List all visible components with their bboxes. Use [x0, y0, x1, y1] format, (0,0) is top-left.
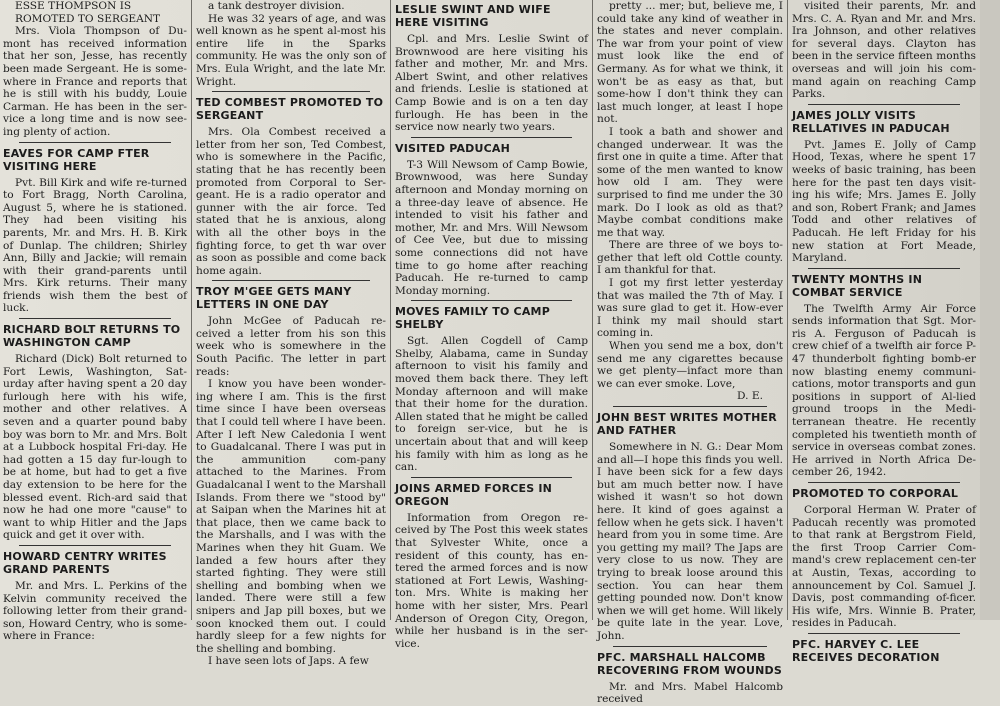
column-4: [594, 0, 786, 706]
headline: HOWARD CENTRY WRITES GRAND PARENTS: [3, 549, 167, 576]
article-rule: [808, 633, 960, 634]
article-paragraph: T-3 Will Newsom of Camp Bowie, Brownwood, was here Sunday afternoon and Monday morning on a three-day leave of absence. He intended to visit his father and mother, Mr. and Mrs. Will Newsom of Cee Vee, but due to missing some connections did not have time to go home after reaching Paducah. He re-turned to camp Monday morning.: [395, 158, 588, 297]
article-rule: [613, 646, 767, 647]
headline: JOINS ARMED FORCES IN OREGON: [395, 481, 553, 508]
article-paragraph: Mrs. Ola Combest received a letter from her son, Ted Combest, who is somewhere in the Pacific, stating that he has recently been promoted from Corporal to Ser-geant. He is a radio operator and gunner with the air force. Ted stated that he is anxious, along with all the other boys in the fighting force, to get th war over as soon as possible and come back home again.: [196, 126, 386, 277]
article-rule: [411, 300, 572, 301]
column-5: [789, 0, 979, 664]
article-paragraph: ROMOTED TO SERGEANT: [15, 12, 161, 25]
signature: D. E.: [737, 390, 763, 403]
article-rule: [808, 482, 960, 483]
article-rule: [808, 104, 960, 105]
article-paragraph: Pvt. Bill Kirk and wife re-turned to Fort Bragg, North Carolina, August 5, where he is stationed. They had been visiting his parents, Mr. and Mrs. H. B. Kirk of Dunlap. The children; Shirley Ann, Billy and Jackie; will remain with their grand-parents until Mrs. Kirk returns. Their many friends wish them the best of luck.: [3, 176, 187, 315]
article-paragraph: Richard (Dick) Bolt returned to Fort Lewis, Washington, Sat-urday after having spent a 20 day furlough here with his wife, mother and other relatives. A seven and a quarter pound baby boy was born to Mr. and Mrs. Bolt at a Lubbock hospital Fri-day. He had gotten a 15 day fur-lough to be at home, but had to get a five day extension to be here for the blessed event. Rich-ard said that now he had one more "cause" to want to whip Hitler and the Japs quick and get it over with.: [3, 353, 187, 542]
article-paragraph: Cpl. and Mrs. Leslie Swint of Brownwood are here visiting his father and mother, Mr. and Mrs. Albert Swint, and other relatives and friends. Leslie is stationed at Camp Bowie and is on a ten day furlough. He has been in the service now nearly two years.: [395, 33, 588, 134]
article-rule: [19, 318, 171, 319]
article-paragraph: Mrs. Viola Thompson of Du-mont has received information that her son, Jesse, has recently been made Sergeant. He is some-where in France and reports that he is still with his buddy, Louie Carman. He has been in the ser-vice a long time and is now see-ing plenty of action.: [3, 25, 187, 138]
article-paragraph: When you send me a box, don't send me any cigarettes because we get plenty—infact more than we can ever smoke. Love,: [597, 340, 783, 390]
article-rule: [411, 477, 572, 478]
headline: TROY M'GEE GETS MANY LETTERS IN ONE DAY: [196, 285, 352, 312]
headline: PFC. HARVEY C. LEE RECEIVES DECORATION: [792, 637, 940, 664]
headline: RICHARD BOLT RETURNS TO WASHINGTON CAMP: [3, 323, 181, 350]
article-paragraph: Sgt. Allen Cogdell of Camp Shelby, Alabama, came in Sunday afternoon to visit his family and moved them back there. They left Monday afternoon and will make that their home for the duration. Allen stated that he might be called to foreign ser-vice, but he is uncertain about that and will keep his family with him as long as he can.: [395, 335, 588, 474]
article-paragraph: a tank destroyer division.: [208, 0, 345, 12]
headline: PFC. MARSHALL HALCOMB RECOVERING FROM WOUNDS: [597, 650, 782, 677]
article-paragraph: pretty ... mer; but, believe me, I could take any kind of weather in the states and never complain. The war from your point of view must look like the end of Germany. As for what we think, it won't be as easy as that, but some-how I don't think they can last much longer, at least I hope not.: [597, 0, 783, 126]
column-divider: [787, 0, 788, 620]
headline: PROMOTED TO CORPORAL: [792, 487, 959, 500]
headline: EAVES FOR CAMP FTER VISITING HERE: [3, 146, 150, 173]
article-paragraph: I have seen lots of Japs. A few: [208, 655, 369, 668]
article-paragraph: ESSE THOMPSON IS: [15, 0, 132, 12]
article-paragraph: There are three of we boys to-gether that left old Cottle county. I am thankful for that.: [597, 239, 783, 277]
headline: VISITED PADUCAH: [395, 141, 511, 155]
article-paragraph: I got my first letter yesterday that was mailed the 7th of May. I was sure glad to get it. How-ever I think my mail should start coming in.: [597, 277, 783, 340]
article-paragraph: visited their parents, Mr. and Mrs. C. A. Ryan and Mr. and Mrs. Ira Johnson, and other relatives for several days. Clayton has been in the service fifteen months overseas and will join his com-mand again on reaching Camp Parks.: [792, 0, 976, 101]
article-paragraph: John McGee of Paducah re-ceived a letter from his son this week who is somewhere in the South Pacific. The letter in part reads:: [196, 315, 386, 378]
article-paragraph: Corporal Herman W. Prater of Paducah recently was promoted to that rank at Bergstrom Field, the first Troop Carrier Com-mand's crew replacement cen-ter at Austin, Texas, according to announcement by Col. Samuel J. Davis, post commanding of-ficer. His wife, Mrs. Winnie B. Prater, resides in Paducah.: [792, 504, 976, 630]
article-rule: [19, 545, 171, 546]
article-paragraph: Pvt. James E. Jolly of Camp Hood, Texas, where he spent 17 weeks of basic training, has been here for the past ten days visit-ing his wife; Mrs. James E. Jolly and son, Robert Frank; and James Todd and other relatives of Paducah. He left Friday for his new station at Fort Meade, Maryland.: [792, 138, 976, 265]
column-divider: [592, 0, 593, 620]
article-rule: [808, 268, 960, 269]
article-paragraph: Somewhere in N. G.: Dear Mom and all—I hope this finds you well. I have been sick for a few days but am much better now. I have wished it wasn't so hot down here. It kind of goes against a fellow when he gets sick. I haven't heard from you in some time. Are you getting my mail? The Japs are very close to us now. They are trying to break loose around this section. You can hear them getting pounded now. Don't know when we will get home. Will likely be quite late in the year. Love, John.: [597, 441, 783, 642]
article-rule: [212, 91, 370, 92]
article-paragraph: I took a bath and shower and changed underwear. It was the first one in quite a time. After that some of the men wanted to know how old I am. They were surprised to find me under the 30 mark. Do I look as old as that? Maybe combat conditions make me that way.: [597, 125, 783, 239]
headline: JOHN BEST WRITES MOTHER AND FATHER: [597, 411, 777, 437]
article-paragraph: Mr. and Mrs. Mabel Halcomb received: [597, 680, 783, 706]
article-rule: [19, 142, 171, 143]
article-rule: [411, 137, 572, 138]
headline: JAMES JOLLY VISITS RELLATIVES IN PADUCAH: [792, 108, 950, 135]
headline: LESLIE SWINT AND WIFE HERE VISITING: [395, 3, 551, 29]
article-paragraph: Information from Oregon re-ceived by The Post this week states that Sylvester White, once a resident of this county, has en-tered the armed forces and is now stationed at Fort Lewis, Washing-ton. Mrs. White is making her home with her sister, Mrs. Pearl Anderson of Oregon City, Oregon, while her husband is in the ser-vice.: [395, 511, 588, 650]
headline: TWENTY MONTHS IN COMBAT SERVICE: [792, 272, 923, 299]
article-rule: [613, 406, 767, 407]
article-paragraph: I know you have been wonder-ing where I am. This is the first time since I have been overseas that I could tell where I have been. After I left New Caledonia I went to Guadalcanal. There I was put in the ammunition com-pany attached to the Marines. From Guadalcanal I went to the Marshall Islands. From there we "stood by" at Saipan when the Marines hit at that place, then we came back to the Marshalls, and I was with the Marines when they hit Guam. We landed a few hours after they started fighting. They were still shelling and bombing when we landed. There were still a few snipers and Jap pill boxes, but we soon knocked them out. I could hardly sleep for a few nights for the shelling and bombing.: [196, 378, 386, 655]
column-divider: [191, 0, 192, 620]
column-1: [0, 0, 190, 643]
article-rule: [212, 280, 370, 281]
headline: MOVES FAMILY TO CAMP SHELBY: [395, 305, 550, 332]
article-paragraph: Mr. and Mrs. L. Perkins of the Kelvin community received the following letter from their grand-son, Howard Centry, who is some-where in France:: [3, 579, 187, 643]
headline: TED COMBEST PROMOTED TO SERGEANT: [196, 96, 384, 123]
column-divider: [390, 0, 391, 620]
page-edge: [980, 0, 1000, 620]
column-2: [193, 0, 389, 668]
article-paragraph: He was 32 years of age, and was well known as he spent al-most his entire life in the Sparks community. He was the only son of Mrs. Eula Wright, and the late Mr. Wright.: [196, 12, 386, 88]
column-3: [392, 0, 591, 650]
article-paragraph: The Twelfth Army Air Force sends information that Sgt. Mor-ris A. Ferguson of Paducah is crew chief of a twelfth air force P-47 thunderbolt fighting bomb-er now blasting enemy communi-cations, motor transports and gun positions in support of Al-lied ground troops in the Medi-terranean theatre. He recently completed his twentieth month of service in overseas combat zones. He arrived in North Africa De-cember 26, 1942.: [792, 302, 976, 479]
